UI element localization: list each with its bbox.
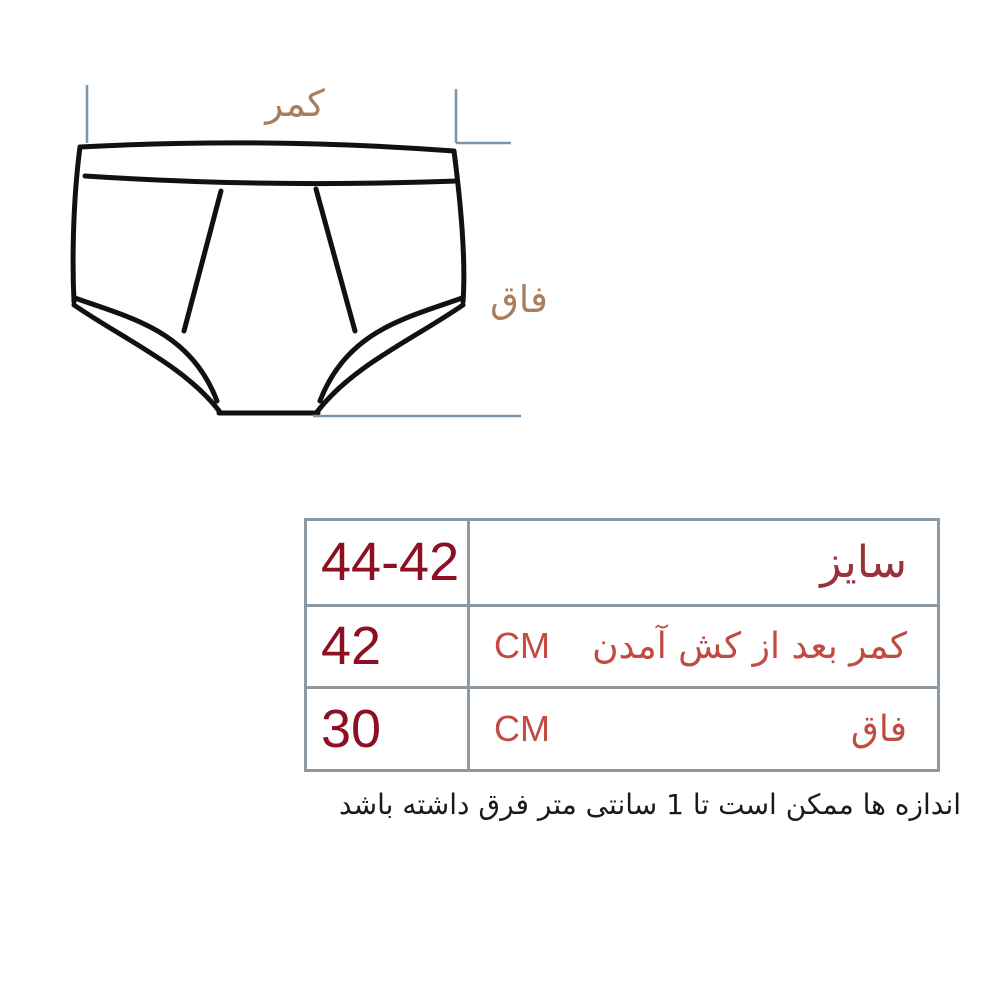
table-row-waist bbox=[307, 604, 937, 687]
rise-row-label: فاق bbox=[850, 708, 907, 750]
waist-cm-unit: CM bbox=[494, 625, 550, 667]
waist-label: کمر bbox=[265, 82, 325, 125]
front-panel-left-line bbox=[184, 191, 221, 331]
table-row-rise bbox=[307, 686, 937, 769]
size-table bbox=[304, 518, 940, 772]
right-side-line bbox=[454, 151, 464, 302]
right-leg-hem-outer bbox=[317, 305, 463, 412]
table-row-size bbox=[307, 521, 937, 604]
rise-value-cell: 30 bbox=[307, 689, 470, 769]
waistband-top-line bbox=[80, 143, 454, 151]
waistband-bottom-line bbox=[85, 176, 457, 184]
left-side-line bbox=[73, 147, 80, 302]
briefs-diagram bbox=[0, 0, 560, 450]
waist-value-cell: 42 bbox=[307, 607, 470, 687]
waist-label-cell bbox=[470, 607, 937, 687]
size-value-cell: 44-42 bbox=[307, 521, 470, 604]
size-header-label: سایز bbox=[820, 536, 907, 588]
briefs-outline bbox=[73, 143, 464, 413]
front-panel-right-line bbox=[316, 189, 355, 331]
measurement-guides bbox=[87, 85, 521, 416]
tolerance-note: اندازه ها ممکن است تا 1 سانتی متر فرق داشته باشد bbox=[338, 788, 962, 821]
rise-cm-unit: CM bbox=[494, 708, 550, 750]
size-label-cell bbox=[470, 521, 937, 604]
rise-label-cell bbox=[470, 689, 937, 769]
rise-label: فاق bbox=[490, 278, 548, 321]
waist-row-label: کمر بعد از کش آمدن bbox=[592, 625, 907, 667]
left-leg-hem-outer bbox=[74, 305, 220, 412]
